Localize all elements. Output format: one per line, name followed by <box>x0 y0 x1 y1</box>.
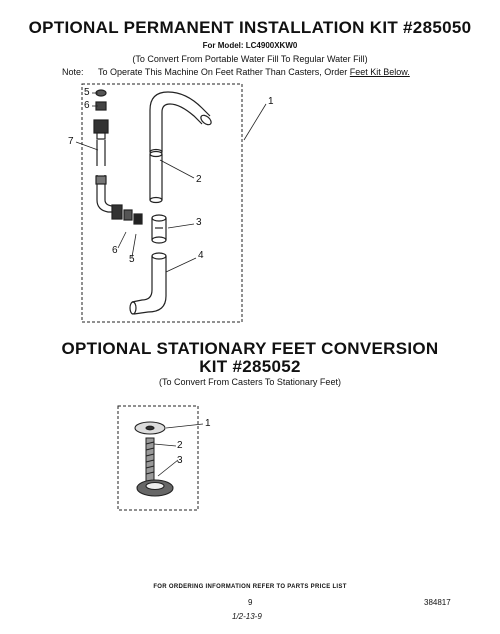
kit2-callout-2: 2 <box>177 440 183 451</box>
kit1-subtitle: (To Convert From Portable Water Fill To Regular Water Fill) <box>132 54 368 64</box>
callout-1: 1 <box>268 96 274 107</box>
callout-2: 2 <box>196 174 202 185</box>
callout-5-top: 5 <box>84 87 90 98</box>
callout-7: 7 <box>68 136 74 147</box>
kit2-callout-1: 1 <box>205 418 211 429</box>
kit2-title-line1: OPTIONAL STATIONARY FEET CONVERSION <box>61 339 439 358</box>
ordering-note: FOR ORDERING INFORMATION REFER TO PARTS PRICE LIST <box>153 584 347 590</box>
callout-6-bottom: 6 <box>112 245 118 256</box>
page-number: 9 <box>248 598 253 607</box>
callout-3: 3 <box>196 217 202 228</box>
kit2-subtitle: (To Convert From Casters To Stationary Feet) <box>159 377 341 387</box>
kit2-title-line2: KIT #285052 <box>199 357 301 376</box>
kit1-title: OPTIONAL PERMANENT INSTALLATION KIT #285050 <box>28 18 472 37</box>
kit2-callout-3: 3 <box>177 455 183 466</box>
model-label: For Model: LC4900XKW0 <box>202 41 298 50</box>
threaded-stud <box>146 438 154 482</box>
callout-5-bottom: 5 <box>129 254 135 265</box>
callout-6-top: 6 <box>84 100 90 111</box>
foot-base <box>137 480 173 496</box>
note-link: Feet Kit Below. <box>349 67 410 77</box>
note-label: Note: <box>62 67 84 77</box>
part-code: 384817 <box>424 598 451 607</box>
handwritten-note: 1/2-13-9 <box>232 612 262 621</box>
note-text: To Operate This Machine On Feet Rather Than Casters, Order <box>98 67 350 77</box>
foot-pad <box>135 422 165 434</box>
callout-4: 4 <box>198 250 204 261</box>
